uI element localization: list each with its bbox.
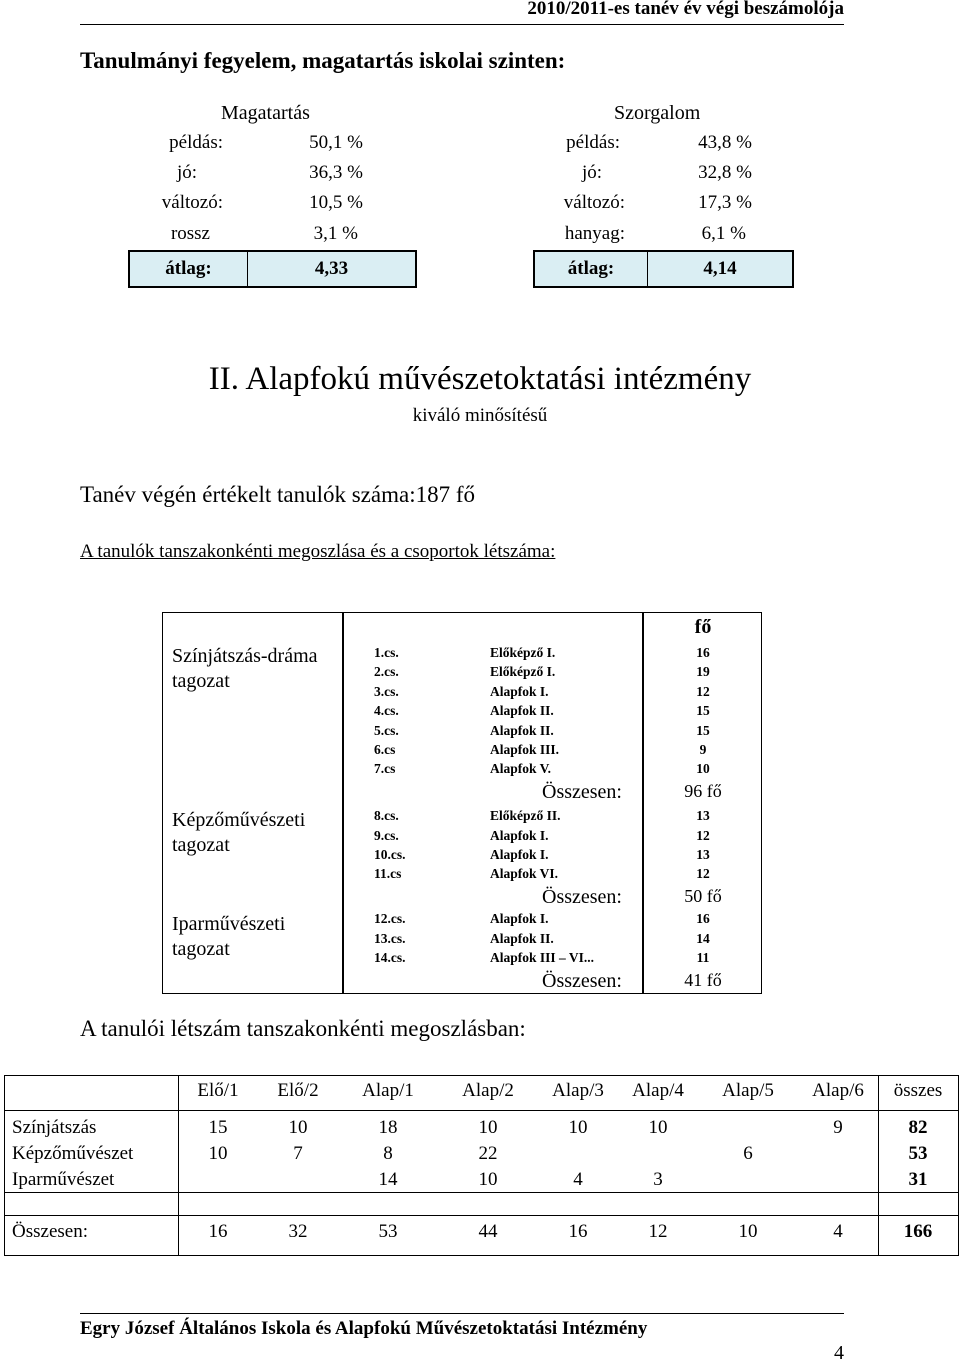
column-header: Elő/2 [277,1080,319,1101]
group-split-title: A tanulók tanszakonkénti megoszlása és a csoportok létszáma: [80,541,556,562]
table-cell: 6 [743,1143,753,1164]
szorgalom-average-box [533,250,794,288]
discipline-title: Tanulmányi fegyelem, magatartás iskolai szinten: [80,48,566,73]
group-level: Alapfok II. [490,931,554,946]
group-code: 13.cs. [374,931,406,946]
group-level: Alapfok I. [490,828,549,843]
tagozat-sum-label: Összesen: [542,970,622,992]
column-header: Alap/2 [462,1080,514,1101]
szorgalom-value: 43,8 % [698,132,752,153]
group-count: 14 [696,931,710,946]
table-cell: 10 [648,1117,668,1138]
magatartas-average-box [128,250,417,288]
institution-section-title: II. Alapfokú művészetoktatási intézmény [208,361,752,397]
column-header: Alap/1 [362,1080,414,1101]
column-header: összes [893,1080,943,1101]
group-count: 19 [696,664,710,679]
group-count: 15 [696,723,710,738]
total-cell: 4 [833,1221,843,1242]
tagozat-sum-value: 41 fő [684,970,722,990]
magatartas-label: rossz [170,223,210,244]
szorgalom-label: változó: [563,192,625,213]
group-code: 11.cs [374,866,402,881]
total-cell: 12 [648,1221,668,1242]
footer-institution: Egry József Általános Iskola és Alapfokú Művészetoktatási Intézmény [80,1318,648,1339]
group-count: 12 [696,828,710,843]
group-code: 6.cs [374,742,396,757]
table-cell: 7 [293,1143,303,1164]
row-label: Iparművészet [12,1169,115,1190]
group-count: 13 [696,847,710,862]
group-level: Alapfok I. [490,847,549,862]
total-cell: 44 [478,1221,498,1242]
group-code: 14.cs. [374,950,406,965]
group-count: 11 [696,950,710,965]
total-cell: 16 [208,1221,228,1242]
table-cell: 10 [478,1169,498,1190]
szorgalom-label: hanyag: [564,223,625,244]
table-rule [4,1075,5,1256]
group-count: 16 [696,645,710,660]
row-label: Képzőművészet [12,1143,134,1164]
magatartas-value: 10,5 % [309,192,363,213]
table-cell: 18 [378,1117,398,1138]
table-cell: 8 [383,1143,393,1164]
table-cell: 10 [208,1143,228,1164]
szorgalom-value: 32,8 % [698,162,752,183]
footer-rule [80,1313,844,1314]
total-cell: 53 [378,1221,398,1242]
group-level: Alapfok II. [490,723,554,738]
table-cell: 10 [478,1117,498,1138]
average-value: 4,33 [314,258,349,279]
tagozat-name-line: tagozat [172,670,230,692]
tagozat-sum-value: 96 fő [684,781,722,801]
row-total: 82 [908,1117,928,1138]
groups-table-divider [642,612,644,994]
group-level: Előképző I. [490,664,556,679]
distribution-title: A tanulói létszám tanszakonkénti megoszlásban: [80,1016,526,1041]
tagozat-name-line: tagozat [172,938,230,960]
magatartas-value: 3,1 % [313,223,358,244]
group-level: Előképző I. [490,645,556,660]
table-cell: 10 [288,1117,308,1138]
table-rule [4,1110,959,1111]
total-cell: 32 [288,1221,308,1242]
group-code: 5.cs. [374,723,399,738]
total-row-label: Összesen: [12,1221,88,1242]
magatartas-label: jó: [176,162,197,183]
table-cell: 4 [573,1169,583,1190]
magatartas-value: 50,1 % [309,132,363,153]
table-cell: 15 [208,1117,228,1138]
table-rule [4,1255,959,1256]
tagozat-name [172,912,285,962]
group-level: Alapfok II. [490,703,554,718]
table-cell: 9 [833,1117,843,1138]
tagozat-name-line: Színjátszás-dráma [172,645,318,667]
header-rule [80,24,844,25]
group-count: 12 [696,684,710,699]
group-code: 2.cs. [374,664,399,679]
institution-section-subtitle: kiváló minősítésű [412,405,548,426]
group-count: 10 [696,761,710,776]
table-cell: 3 [653,1169,663,1190]
group-level: Alapfok VI. [490,866,559,881]
tagozat-name-line: tagozat [172,834,230,856]
table-rule [958,1075,959,1256]
average-label: átlag: [567,258,615,279]
table-cell: 22 [478,1143,498,1164]
row-total: 31 [908,1169,928,1190]
group-level: Alapfok I. [490,911,549,926]
groups-table-divider [342,612,344,994]
szorgalom-label: példás: [566,132,620,153]
total-cell: 10 [738,1221,758,1242]
student-count-line: Tanév végén értékelt tanulók száma:187 fő [80,482,475,507]
column-header: Elő/1 [197,1080,239,1101]
group-code: 4.cs. [374,703,399,718]
column-header: Alap/4 [632,1080,684,1101]
group-code: 7.cs [374,761,396,776]
magatartas-value: 36,3 % [309,162,363,183]
group-code: 9.cs. [374,828,399,843]
column-header: Alap/6 [812,1080,864,1101]
header-report-title: 2010/2011-es tanév év végi beszámolója [527,0,844,19]
tagozat-sum-value: 50 fő [684,886,722,906]
group-level: Előképző II. [490,808,561,823]
group-level: Alapfok III – VI... [490,950,595,965]
group-code: 8.cs. [374,808,399,823]
table-rule [4,1192,959,1193]
column-header: Alap/3 [552,1080,604,1101]
column-header: Alap/5 [722,1080,774,1101]
tagozat-sum-label: Összesen: [542,781,622,803]
magatartas-title: Magatartás [221,102,310,124]
tagozat-name-line: Képzőművészeti [172,809,306,831]
group-count: 12 [696,866,710,881]
table-rule [4,1075,959,1076]
group-count: 13 [696,808,710,823]
tagozat-name-line: Iparművészeti [172,913,286,935]
table-cell: 14 [378,1169,398,1190]
average-label: átlag: [165,258,212,279]
group-code: 1.cs. [374,645,399,660]
average-value: 4,14 [703,258,737,279]
group-level: Alapfok III. [490,742,560,757]
szorgalom-label: jó: [581,162,602,183]
page-number: 4 [834,1342,844,1364]
tagozat-name [172,644,318,694]
tagozat-name [172,808,305,858]
szorgalom-title: Szorgalom [614,102,701,124]
table-rule [4,1215,959,1216]
magatartas-label: változó: [161,192,223,213]
row-total: 53 [908,1143,928,1164]
group-code: 12.cs. [374,911,406,926]
table-cell: 10 [568,1117,588,1138]
grand-total: 166 [903,1221,933,1242]
total-cell: 16 [568,1221,588,1242]
group-level: Alapfok V. [490,761,552,776]
group-count: 16 [696,911,710,926]
group-code: 3.cs. [374,684,399,699]
group-level: Alapfok I. [490,684,549,699]
group-count: 9 [699,742,707,757]
group-code: 10.cs. [374,847,406,862]
tagozat-sum-label: Összesen: [542,886,622,908]
szorgalom-value: 17,3 % [698,192,752,213]
szorgalom-value: 6,1 % [701,223,746,244]
count-column-header: fő [694,616,712,638]
row-label: Színjátszás [12,1117,97,1138]
group-count: 15 [696,703,710,718]
magatartas-label: példás: [169,132,223,153]
